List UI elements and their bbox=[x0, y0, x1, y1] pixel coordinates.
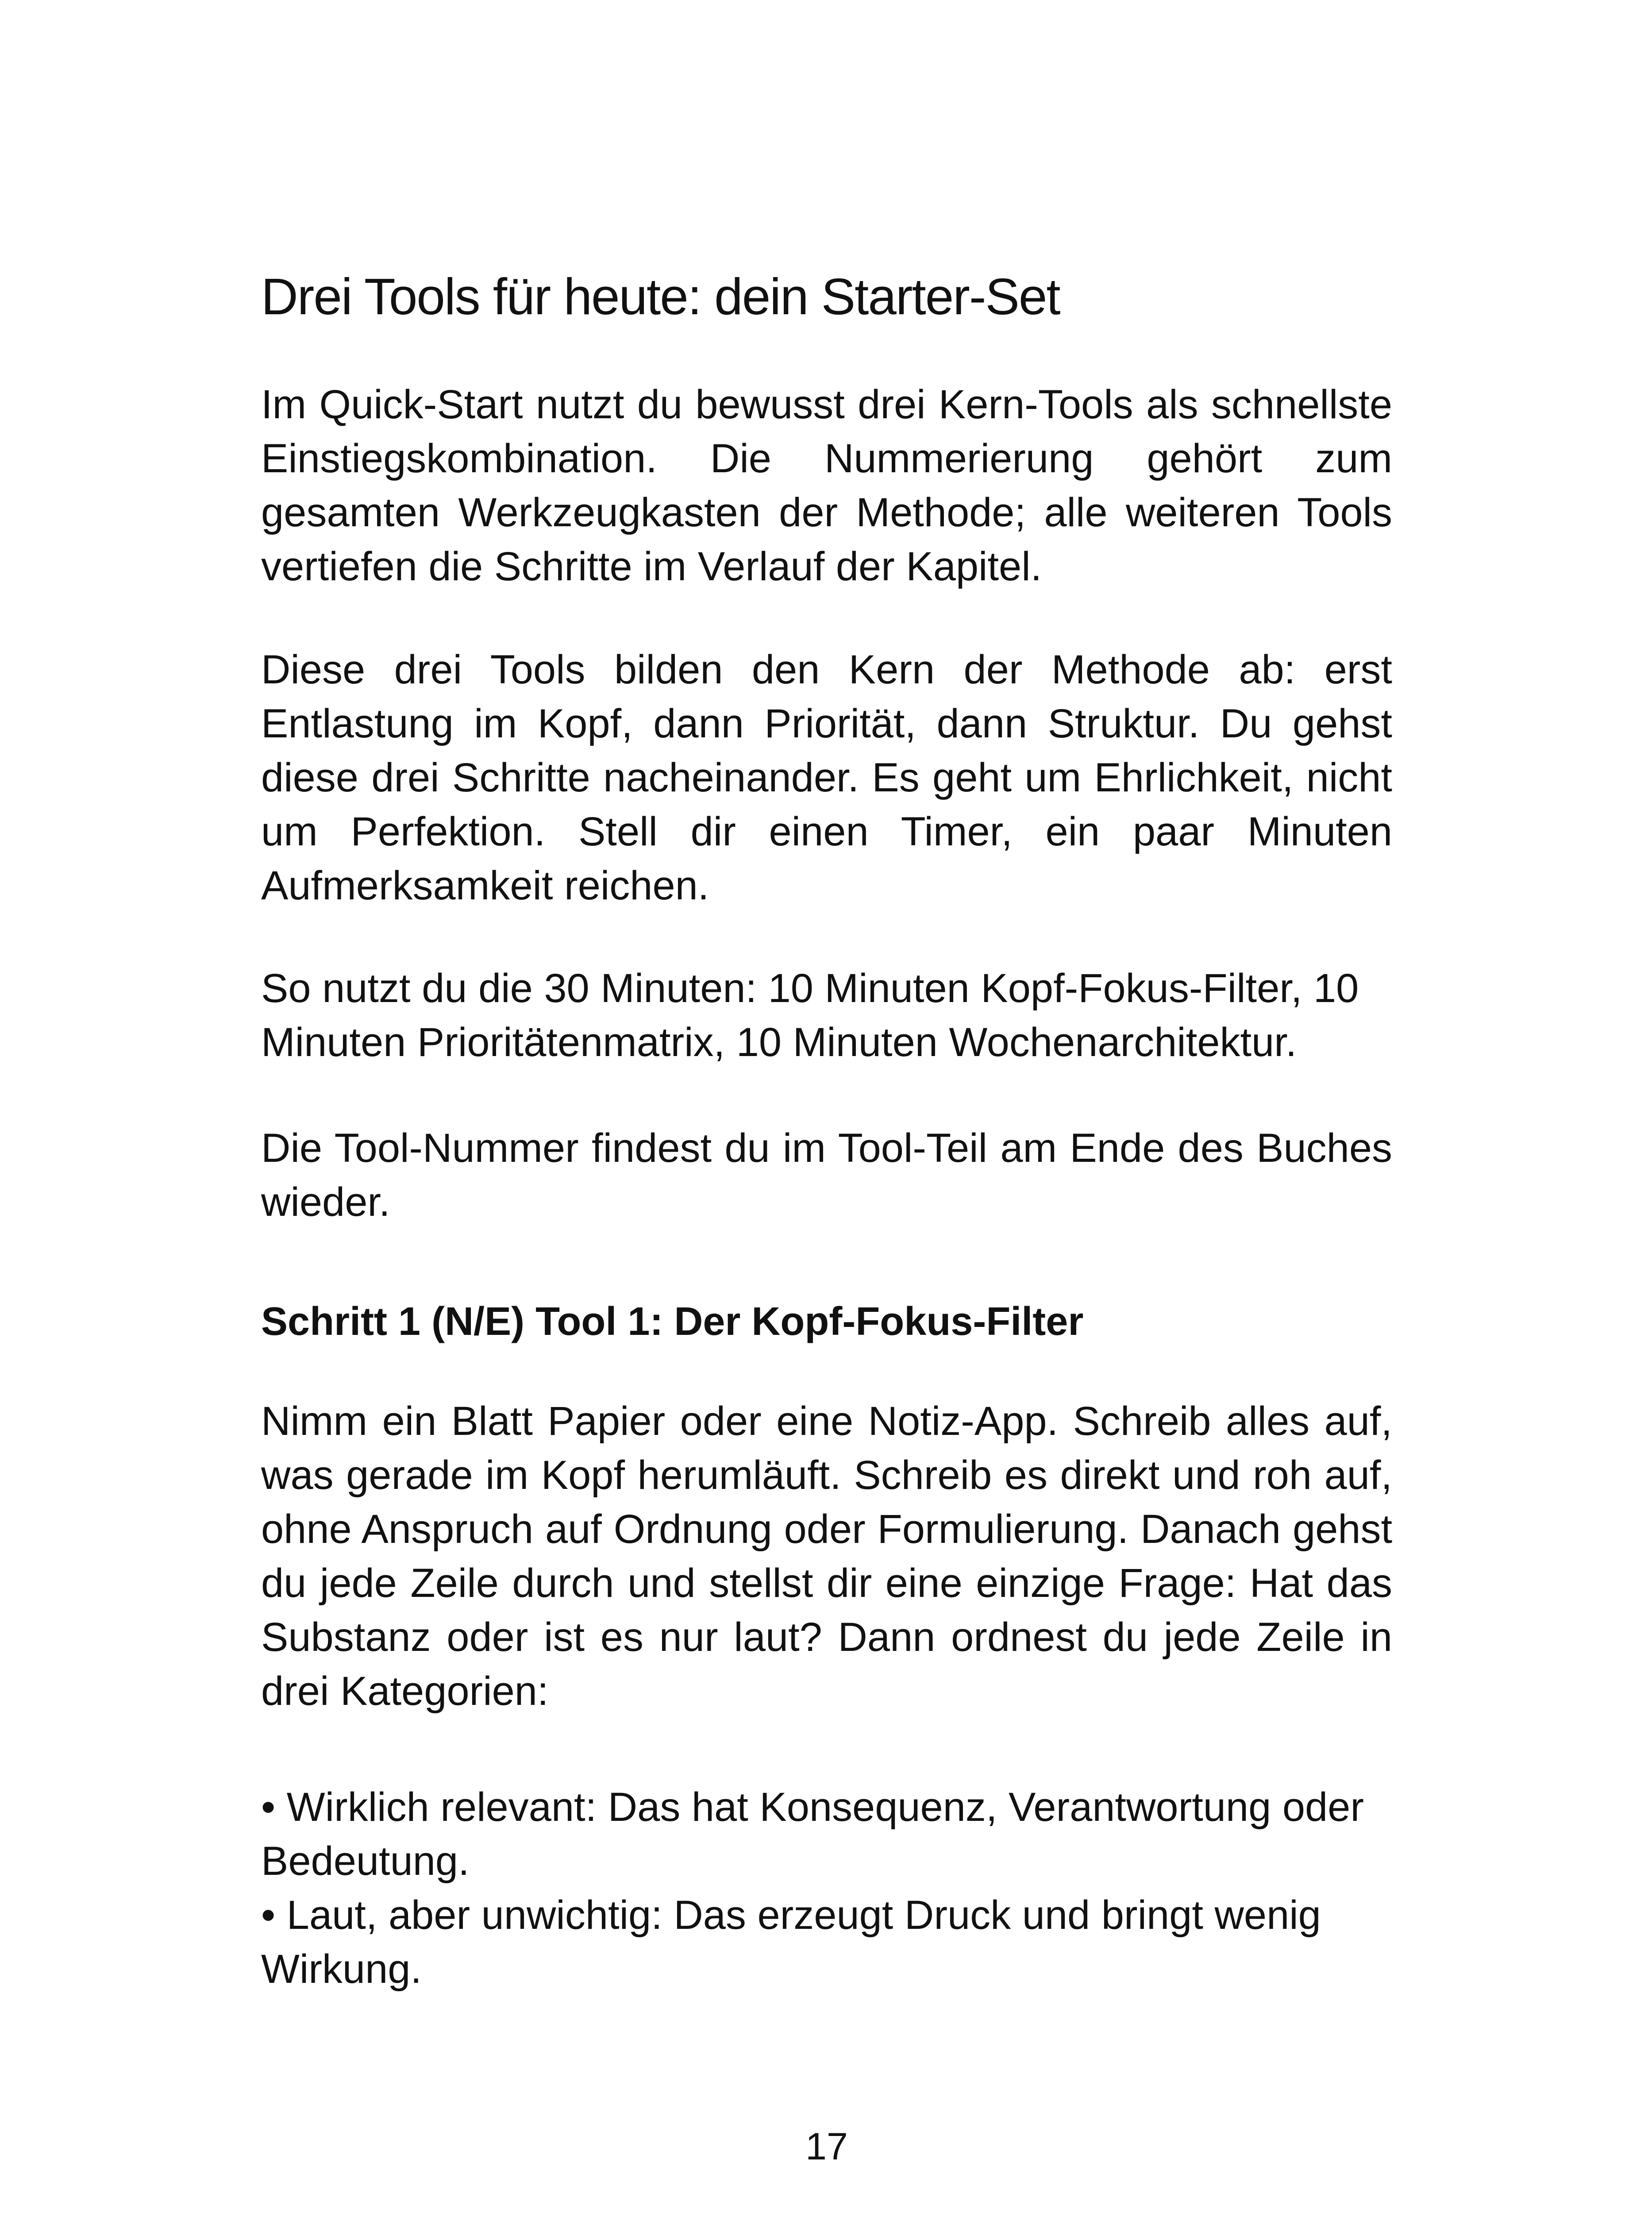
page-number: 17 bbox=[805, 2125, 848, 2168]
section-heading: Drei Tools für heute: dein Starter-Set bbox=[261, 268, 1060, 325]
paragraph-intro: Im Quick-Start nutzt du bewusst drei Kern-Tools als schnellste Einstiegskombination. Die Nummerierung gehört zum gesamten Werkzeugkasten der Methode; alle weiteren Tools vertiefen die Schritte im Verlauf der Kapitel. bbox=[261, 382, 1392, 589]
list-item bbox=[261, 1780, 1392, 1888]
book-page bbox=[261, 0, 1392, 2213]
paragraph-tool-number: Die Tool-Nummer findest du im Tool-Teil am Ende des Buches wieder. bbox=[261, 1126, 1392, 1225]
category-list bbox=[261, 1780, 1392, 1996]
paragraph-minutes: So nutzt du die 30 Minuten: 10 Minuten Kopf-Fokus-Filter, 10 Minuten Prioritätenmatrix, 10 Minuten Wochenarchitektur. bbox=[261, 966, 1359, 1065]
list-item-text: Laut, aber unwichtig: Das erzeugt Druck und bringt wenig Wirkung. bbox=[261, 1893, 1321, 1992]
paragraph-step-1: Nimm ein Blatt Papier oder eine Notiz-App. Schreib alles auf, was gerade im Kopf herumläuft. Schreib es direkt und roh auf, ohne Anspruch auf Ordnung oder Formulierung. Danach gehst du jede Zeile durch und stellst dir eine einzige Frage: Hat das Substanz oder ist es nur laut? Dann ordnest du jede Zeile in drei Kategorien: bbox=[261, 1399, 1392, 1714]
list-item-text: Wirklich relevant: Das hat Konsequenz, Verantwortung oder Bedeutung. bbox=[261, 1785, 1364, 1884]
bullet-icon: • bbox=[261, 1785, 276, 1830]
bullet-icon: • bbox=[261, 1893, 276, 1938]
paragraph-core: Diese drei Tools bilden den Kern der Methode ab: erst Entlastung im Kopf, dann Priorität, dann Struktur. Du gehst diese drei Schritte nacheinander. Es geht um Ehrlichkeit, nicht um Perfektion. Stell dir einen Timer, ein paar Minuten Aufmerksamkeit reichen. bbox=[261, 647, 1392, 908]
step-heading: Schritt 1 (N/E) Tool 1: Der Kopf-Fokus-Filter bbox=[261, 1299, 1084, 1344]
list-item bbox=[261, 1888, 1392, 1996]
